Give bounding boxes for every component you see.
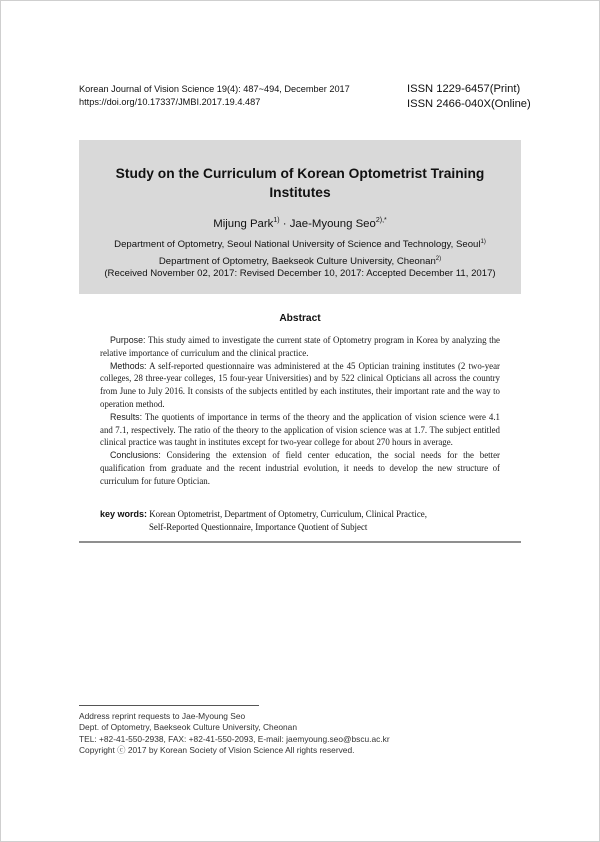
author-name: Jae-Myoung Seo	[289, 217, 376, 230]
issn-print: ISSN 1229-6457(Print)	[407, 83, 521, 95]
section-label: Conclusions:	[110, 450, 161, 461]
footnote-divider	[79, 705, 259, 706]
affiliation-line: Department of Optometry, Baekseok Culture University, Cheonan$^{2)}$	[158, 256, 442, 268]
affiliation-line: Department of Optometry, Seoul National University of Science and Technology, Seoul$^{1)}$	[114, 239, 486, 251]
footnote-line: Dept. of Optometry, Baekseok Culture University, Cheonan	[79, 722, 298, 733]
copyright: Copyright ⓒ 2017 by Korean Society of Vision Science All rights reserved.	[79, 745, 355, 756]
abstract-purpose	[100, 334, 500, 360]
section-label: Results:	[110, 411, 143, 422]
paper-title	[79, 164, 521, 202]
issn-block	[407, 82, 531, 112]
affiliation-mark: 2)	[435, 256, 442, 263]
doi-link[interactable]: https://doi.org/10.17337/JMBI.2017.19.4.487	[79, 97, 261, 107]
author-name: Mijung Park	[213, 217, 274, 230]
section-text: The quotients of importance in terms of the theory and the application of vision science were 4.1 and 7.1, respectively. The ratio of the theory to the application of vision science was at 1.7. The subject entitled clinical practice was taught in institutes except for two-year college for about 270 hours in average.	[100, 411, 500, 448]
paper-title-line1: Study on the Curriculum of Korean Optometrist Training	[115, 166, 485, 181]
section-text: Considering the extension of field center education, the social needs for the better qualification from graduate and the recent industrial evolution, it needs to develop the new structure of curriculum for future Optician.	[100, 450, 500, 486]
footnote-line: Address reprint requests to Jae-Myoung Seo	[79, 711, 246, 721]
section-divider	[79, 541, 521, 543]
section-text: This study aimed to investigate the current state of Optometry program in Korea by analyzing the relative importance of curriculum and the clinical practice.	[100, 335, 500, 358]
section-label: Methods:	[110, 360, 147, 371]
footnote	[79, 711, 390, 757]
abstract-conclusions	[100, 449, 500, 487]
title-block	[79, 140, 521, 294]
abstract-results	[100, 411, 500, 449]
keywords-line: Korean Optometrist, Department of Optometry, Curriculum, Clinical Practice,	[149, 509, 427, 519]
issn-online: ISSN 2466-040X(Online)	[407, 98, 531, 110]
author-affiliation-mark: 1)	[273, 217, 280, 224]
journal-header	[79, 83, 350, 109]
author-list	[79, 214, 521, 231]
section-label: Purpose:	[110, 335, 146, 345]
section-text: A self-reported questionnaire was administered at the 45 Optician training institutes (2 two-year colleges, 28 three-year colleges, 15 four-year Universities) and by 522 clinical Opticians all across the country from June to July 2016. It consists of the subjects entitled by each institutes, their important rate and the way to operation method.	[100, 360, 500, 409]
paper-title-line2: Institutes	[269, 185, 331, 200]
abstract-heading: Abstract	[279, 313, 321, 324]
abstract-body	[100, 334, 500, 488]
received-dates: (Received November 02, 2017: Revised December 10, 2017: Accepted December 11, 2017)	[104, 268, 496, 279]
author-separator: ·	[279, 217, 290, 230]
author-affiliation-mark: 2),*	[375, 217, 387, 224]
journal-citation: Korean Journal of Vision Science 19(4): 487~494, December 2017	[79, 84, 350, 94]
footnote-line: TEL: +82-41-550-2938, FAX: +82-41-550-2093, E-mail: jaemyoung.seo@bscu.ac.kr	[79, 733, 390, 744]
keywords	[100, 508, 510, 533]
keywords-line: Self-Reported Questionnaire, Importance Quotient of Subject	[149, 521, 368, 532]
abstract-methods	[100, 360, 500, 411]
keywords-label: key words:	[100, 509, 148, 519]
affiliations	[79, 235, 521, 269]
affiliation-mark: 1)	[480, 239, 486, 245]
